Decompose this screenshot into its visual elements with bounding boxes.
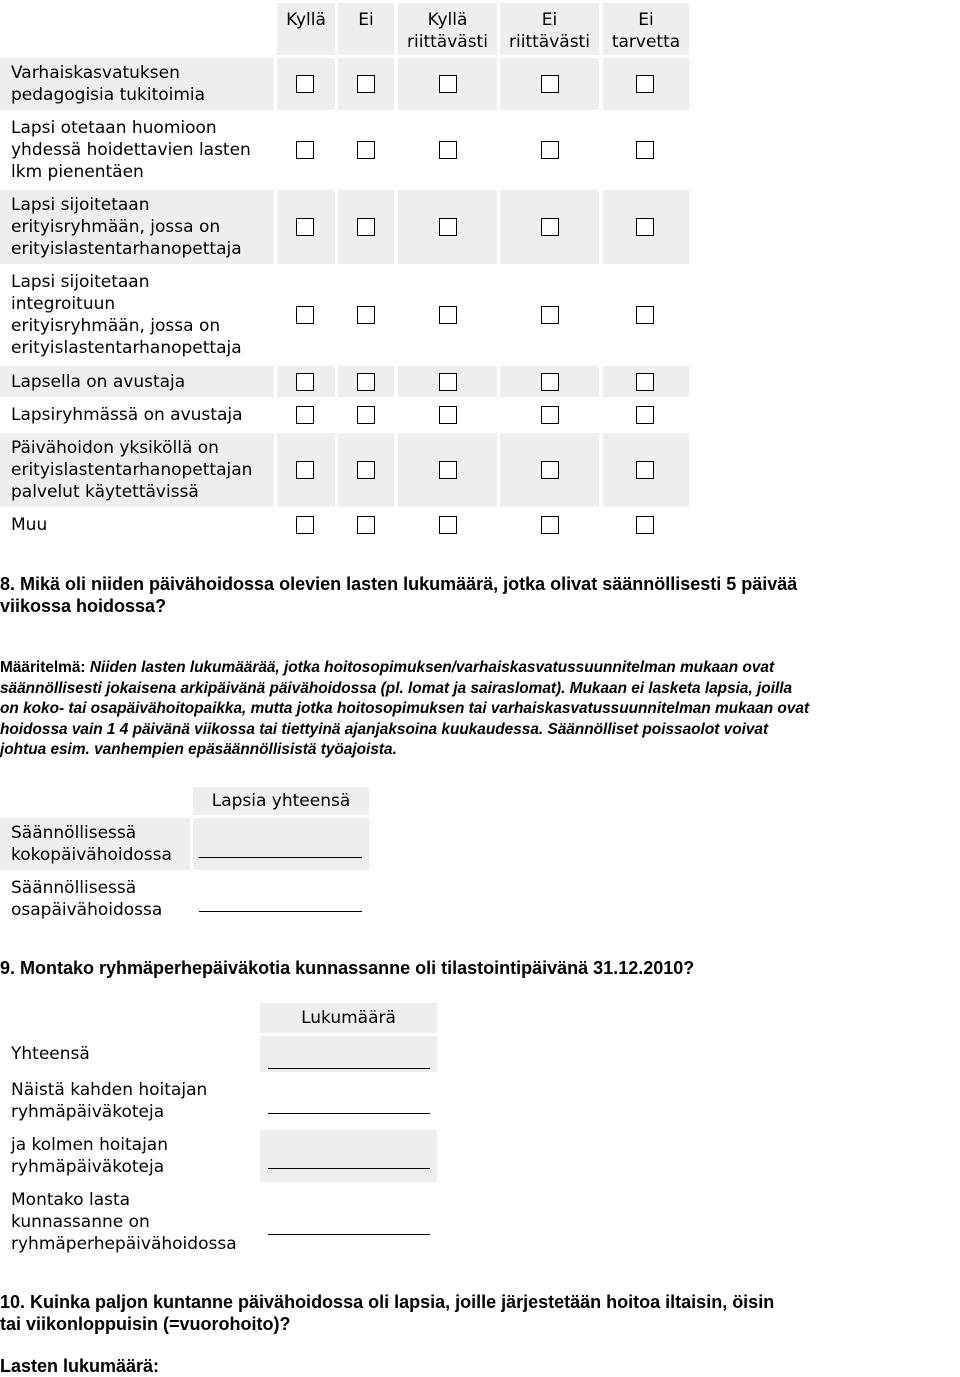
matrix-checkbox[interactable]	[636, 75, 654, 93]
matrix-checkbox[interactable]	[296, 75, 314, 93]
matrix-row-label: Lapsi sijoitetaan integroituun erityisryhmään, jossa on erityislastentarhanopettaja	[0, 267, 274, 363]
q9-row-total-label: Yhteensä	[0, 1036, 257, 1072]
q9-three-caretakers-input[interactable]	[268, 1168, 430, 1169]
q8-column-header: Lapsia yhteensä	[193, 787, 369, 815]
matrix-checkbox[interactable]	[296, 373, 314, 391]
matrix-checkbox[interactable]	[296, 516, 314, 534]
q9-two-caretakers-input[interactable]	[268, 1113, 430, 1114]
matrix-row-label: Muu	[0, 510, 274, 540]
matrix-checkbox[interactable]	[296, 406, 314, 424]
matrix-checkbox[interactable]	[357, 461, 375, 479]
matrix-checkbox[interactable]	[636, 306, 654, 324]
matrix-checkbox[interactable]	[636, 141, 654, 159]
matrix-checkbox[interactable]	[636, 406, 654, 424]
matrix-checkbox[interactable]	[357, 516, 375, 534]
matrix-checkbox[interactable]	[541, 75, 559, 93]
matrix-checkbox[interactable]	[439, 306, 457, 324]
col-header-ei-riittavasti: Ei riittävästi	[500, 3, 599, 55]
q8-row-full-day-label: Säännöllisessä kokopäivähoidossa	[0, 818, 190, 870]
matrix-checkbox[interactable]	[541, 516, 559, 534]
matrix-checkbox[interactable]	[541, 461, 559, 479]
matrix-checkbox[interactable]	[439, 75, 457, 93]
q8-full-day-cell	[193, 818, 369, 870]
matrix-checkbox[interactable]	[296, 306, 314, 324]
matrix-checkbox[interactable]	[541, 141, 559, 159]
matrix-checkbox[interactable]	[439, 406, 457, 424]
matrix-checkbox[interactable]	[439, 218, 457, 236]
q9-total-cell	[260, 1036, 437, 1072]
matrix-checkbox[interactable]	[357, 373, 375, 391]
matrix-row-label: Lapsi sijoitetaan erityisryhmään, jossa on erityislastentarhanopettaja	[0, 190, 274, 264]
matrix-checkbox[interactable]	[439, 373, 457, 391]
q9-three-caretakers-cell	[260, 1130, 437, 1182]
matrix-checkbox[interactable]	[357, 406, 375, 424]
matrix-row-label: Päivähoidon yksiköllä on erityislastentarhanopettajan palvelut käytettävissä	[0, 433, 274, 507]
matrix-checkbox[interactable]	[636, 461, 654, 479]
col-header-kylla-riittavasti: Kyllä riittävästi	[398, 3, 497, 55]
question-8-title: 8. Mikä oli niiden päivähoidossa olevien lasten lukumäärä, jotka olivat säännöllisesti 5 päivää viikossa hoidossa?	[0, 574, 798, 616]
question-10-title: 10. Kuinka paljon kuntanne päivähoidossa oli lapsia, joille järjestetään hoitoa iltaisin, öisin tai viikonloppuisin (=vuorohoito)?	[0, 1292, 775, 1334]
matrix-checkbox[interactable]	[636, 516, 654, 534]
matrix-checkbox[interactable]	[357, 218, 375, 236]
matrix-checkbox[interactable]	[439, 141, 457, 159]
matrix-row-label: Lapsiryhmässä on avustaja	[0, 400, 274, 430]
matrix-row-label: Lapsella on avustaja	[0, 366, 274, 397]
matrix-checkbox[interactable]	[541, 406, 559, 424]
q9-row-two-caretakers-label: Näistä kahden hoitajan ryhmäpäiväkoteja	[0, 1075, 257, 1127]
col-header-ei: Ei	[338, 3, 394, 55]
q9-column-header: Lukumäärä	[260, 1003, 437, 1033]
matrix-checkbox[interactable]	[296, 141, 314, 159]
q9-row-three-caretakers-label: ja kolmen hoitajan ryhmäpäiväkoteja	[0, 1130, 257, 1182]
question-8-definition: Määritelmä: Niiden lasten lukumäärää, jotka hoitosopimuksen/varhaiskasvatussuunnitelman mukaan ovat säännöllisesti jokaisena arkipäivänä päivähoidossa (pl. lomat ja sairaslomat). Mukaan ei lasketa lapsia, joilla on koko- tai osapäivähoitopaikka, mutta jotka hoitosopimuksen tai varhaiskasvatussuunnitelman mukaan ovat hoidossa vain 1 4 päivänä viikossa tai tiettyinä ajanjaksoina kuukaudessa. Säännölliset poissaolot voivat johtua esim. vanhempien epäsäännöllisistä työajoista.	[0, 659, 810, 758]
col-header-ei-tarvetta: Ei tarvetta	[603, 3, 689, 55]
q8-part-day-input[interactable]	[199, 911, 362, 912]
matrix-checkbox[interactable]	[636, 373, 654, 391]
matrix-checkbox[interactable]	[357, 75, 375, 93]
q9-children-input[interactable]	[268, 1234, 430, 1235]
matrix-checkbox[interactable]	[357, 306, 375, 324]
matrix-checkbox[interactable]	[296, 461, 314, 479]
q8-full-day-input[interactable]	[199, 857, 362, 858]
matrix-checkbox[interactable]	[636, 218, 654, 236]
matrix-row-label: Lapsi otetaan huomioon yhdessä hoidettavien lasten lkm pienentäen	[0, 113, 274, 187]
q8-row-part-day-label: Säännöllisessä osapäivähoidossa	[0, 873, 190, 925]
matrix-checkbox[interactable]	[541, 373, 559, 391]
question-9-title: 9. Montako ryhmäperhepäiväkotia kunnassanne oli tilastointipäivänä 31.12.2010?	[0, 958, 695, 978]
matrix-checkbox[interactable]	[541, 306, 559, 324]
matrix-checkbox[interactable]	[439, 516, 457, 534]
matrix-checkbox[interactable]	[357, 141, 375, 159]
matrix-checkbox[interactable]	[296, 218, 314, 236]
q9-total-input[interactable]	[268, 1068, 430, 1069]
matrix-checkbox[interactable]	[541, 218, 559, 236]
matrix-row-label: Varhaiskasvatuksen pedagogisia tukitoimia	[0, 58, 274, 110]
q10-answer-label: Lasten lukumäärä:	[0, 1356, 160, 1376]
matrix-checkbox[interactable]	[439, 461, 457, 479]
q9-row-children-label: Montako lasta kunnassanne on ryhmäperhepäivähoidossa	[0, 1185, 257, 1259]
col-header-kylla: Kyllä	[277, 3, 335, 55]
